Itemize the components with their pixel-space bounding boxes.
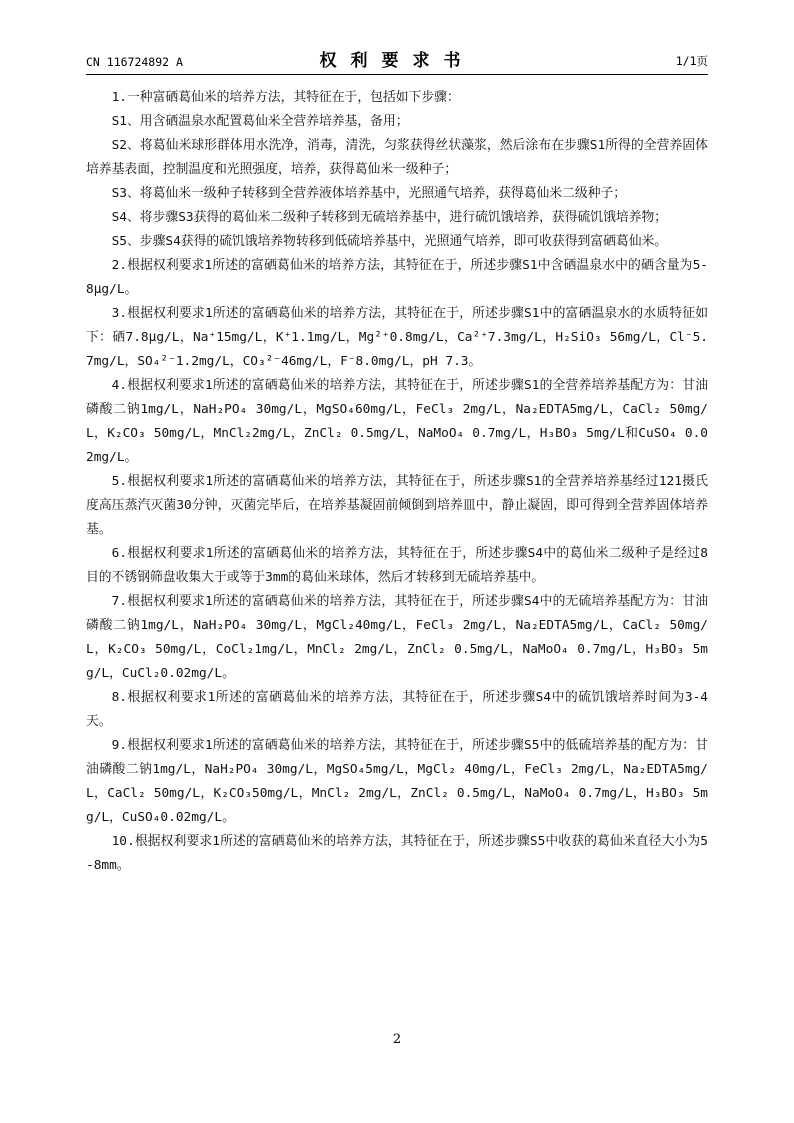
claims-body xyxy=(86,86,708,878)
claim-paragraph: 1.一种富硒葛仙米的培养方法，其特征在于，包括如下步骤： xyxy=(111,90,460,105)
claim-paragraph: S4、将步骤S3获得的葛仙米二级种子转移到无硫培养基中，进行硫饥饿培养，获得硫饥饿培养物； xyxy=(111,210,668,225)
claim-paragraph: 10.根据权利要求1所述的富硒葛仙米的培养方法，其特征在于，所述步骤S5中收获的葛仙米直径大小为5-8mm。 xyxy=(86,834,708,873)
publication-number: CN 116724892 A xyxy=(86,55,183,69)
claim-paragraph: 5.根据权利要求1所述的富硒葛仙米的培养方法，其特征在于，所述步骤S1的全营养培养基经过121摄氏度高压蒸汽灭菌30分钟，灭菌完毕后，在培养基凝固前倾倒到培养皿中，静止凝固，即可得到全营养固体培养基。 xyxy=(86,474,708,537)
claim-paragraph: 9.根据权利要求1所述的富硒葛仙米的培养方法，其特征在于，所述步骤S5中的低硫培养基的配方为：甘油磷酸二钠1mg/L，NaH₂PO₄ 30mg/L，MgSO₄5mg/L，MgCl₂ 40mg/L，FeCl₃ 2mg/L，Na₂EDTA5mg/L，CaCl₂ 50mg/L，K₂CO₃50mg/L，MnCl₂ 2mg/L，ZnCl₂ 0.5mg/L，NaMoO₄ 0.7mg/L，H₃BO₃ 5mg/L，CuSO₄0.02mg/L。 xyxy=(86,738,708,825)
claim-paragraph: S2、将葛仙米球形群体用水洗净，消毒，清洗，匀浆获得丝状藻浆，然后涂布在步骤S1所得的全营养固体培养基表面，控制温度和光照强度，培养，获得葛仙米一级种子； xyxy=(86,138,708,177)
claim-paragraph: S1、用含硒温泉水配置葛仙米全营养培养基，备用； xyxy=(111,114,409,129)
claim-paragraph: 8.根据权利要求1所述的富硒葛仙米的培养方法，其特征在于，所述步骤S4中的硫饥饿培养时间为3-4天。 xyxy=(86,690,708,729)
claim-paragraph: 2.根据权利要求1所述的富硒葛仙米的培养方法，其特征在于，所述步骤S1中含硒温泉水中的硒含量为5-8μg/L。 xyxy=(86,258,708,297)
page-ratio: 1/1页 xyxy=(675,54,708,68)
claim-paragraph: S5、步骤S4获得的硫饥饿培养物转移到低硫培养基中，光照通气培养，即可收获得到富硒葛仙米。 xyxy=(111,234,668,249)
document-title: 权利要求书 xyxy=(319,51,475,71)
claim-paragraph: S3、将葛仙米一级种子转移到全营养液体培养基中，光照通气培养，获得葛仙米二级种子； xyxy=(111,186,627,201)
page-number: 2 xyxy=(392,1032,402,1047)
claim-paragraph: 7.根据权利要求1所述的富硒葛仙米的培养方法，其特征在于，所述步骤S4中的无硫培养基配方为：甘油磷酸二钠1mg/L，NaH₂PO₄ 30mg/L，MgCl₂40mg/L，FeCl₃ 2mg/L，Na₂EDTA5mg/L，CaCl₂ 50mg/L，K₂CO₃ 50mg/L，CoCl₂1mg/L，MnCl₂ 2mg/L，ZnCl₂ 0.5mg/L，NaMoO₄ 0.7mg/L，H₃BO₃ 5mg/L，CuCl₂0.02mg/L。 xyxy=(86,594,708,681)
claim-paragraph: 3.根据权利要求1所述的富硒葛仙米的培养方法，其特征在于，所述步骤S1中的富硒温泉水的水质特征如下：硒7.8μg/L，Na⁺15mg/L，K⁺1.1mg/L，Mg²⁺0.8mg/L，Ca²⁺7.3mg/L，H₂SiO₃ 56mg/L，Cl⁻5.7mg/L，SO₄²⁻1.2mg/L，CO₃²⁻46mg/L，F⁻8.0mg/L，pH 7.3。 xyxy=(86,306,708,369)
claim-paragraph: 4.根据权利要求1所述的富硒葛仙米的培养方法，其特征在于，所述步骤S1的全营养培养基配方为：甘油磷酸二钠1mg/L，NaH₂PO₄ 30mg/L，MgSO₄60mg/L，FeCl₃ 2mg/L，Na₂EDTA5mg/L，CaCl₂ 50mg/L，K₂CO₃ 50mg/L，MnCl₂2mg/L，ZnCl₂ 0.5mg/L，NaMoO₄ 0.7mg/L，H₃BO₃ 5mg/L和CuSO₄ 0.02mg/L。 xyxy=(86,378,708,465)
claim-paragraph: 6.根据权利要求1所述的富硒葛仙米的培养方法，其特征在于，所述步骤S4中的葛仙米二级种子是经过8目的不锈钢筛盘收集大于或等于3mm的葛仙米球体，然后才转移到无硫培养基中。 xyxy=(86,546,708,585)
page-header xyxy=(86,44,708,75)
